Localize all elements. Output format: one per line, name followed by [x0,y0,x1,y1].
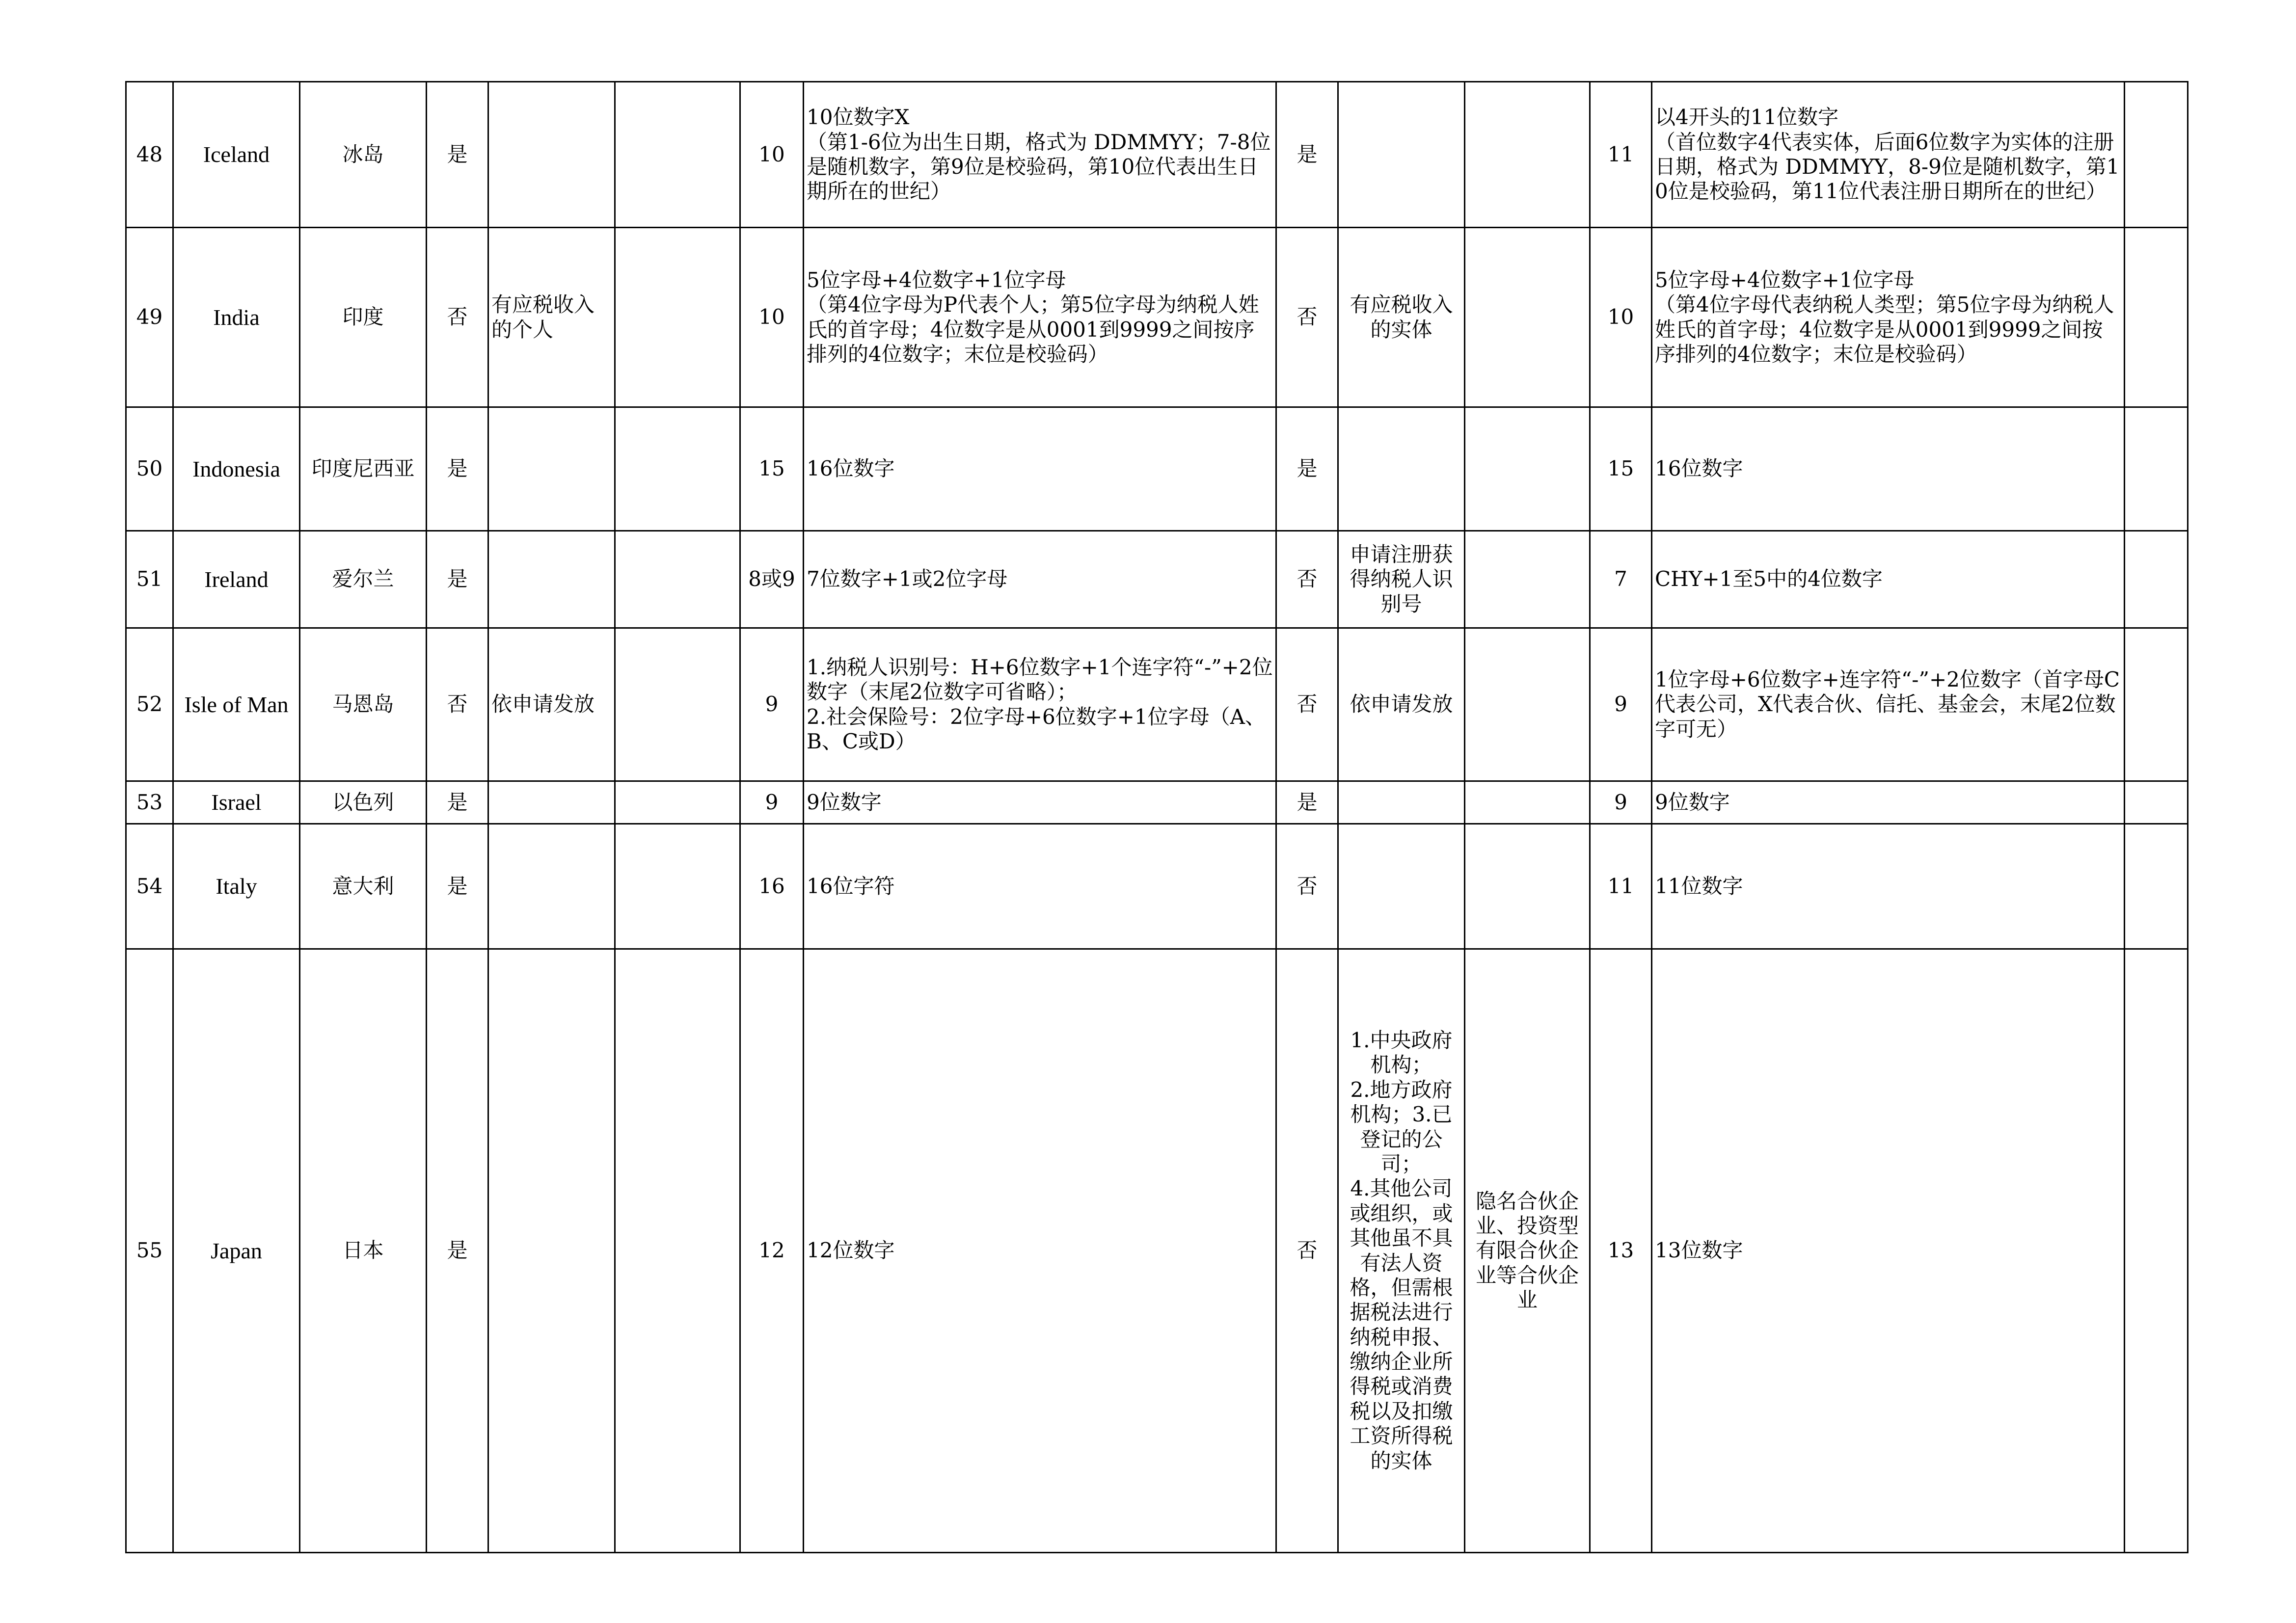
country-chinese-cell: 马恩岛 [300,628,427,781]
row-number-cell: 54 [126,824,173,949]
entity-issue-scope-cell [1338,824,1465,949]
individual-length-cell: 15 [740,407,804,531]
individual-length-cell: 8或9 [740,531,804,628]
individual-format-cell: 1.纳税人识别号：H+6位数字+1个连字符“-”+2位数字（末尾2位数字可省略）； 2.社会保险号：2位字母+6位数字+1位字母（A、B、C或D） [804,628,1276,781]
entity-other-cell: 隐名合伙企业、投资型有限合伙企业等合伙企业 [1465,949,1590,1553]
table-body [126,82,2188,1553]
entity-format-cell: 5位字母+4位数字+1位字母 （第4位字母代表纳税人类型；第5位字母为纳税人姓氏的首字母；4位数字是从0001到9999之间按序排列的4位数字；末位是校验码） [1652,228,2125,407]
tin-format-table [125,81,2188,1553]
entity-length-cell: 13 [1590,949,1652,1553]
entity-issue-scope-cell [1338,407,1465,531]
entity-length-cell: 11 [1590,824,1652,949]
individual-issue-scope-cell: 有应税收入的个人 [488,228,615,407]
row-number-cell: 55 [126,949,173,1553]
entity-other-cell [1465,82,1590,228]
individual-extra-cell [615,824,740,949]
entity-issue-scope-cell: 有应税收入的实体 [1338,228,1465,407]
individual-extra-cell [615,781,740,824]
table-row [126,824,2188,949]
individual-extra-cell [615,531,740,628]
entity-issued-flag-cell: 是 [1276,82,1338,228]
individual-issued-flag-cell: 是 [427,82,488,228]
remarks-cell [2125,82,2188,228]
individual-length-cell: 9 [740,781,804,824]
individual-length-cell: 16 [740,824,804,949]
table-row [126,228,2188,407]
individual-format-cell: 16位字符 [804,824,1276,949]
entity-issue-scope-cell: 1.中央政府机构； 2.地方政府机构；3.已登记的公司； 4.其他公司或组织，或其他虽不具有法人资格，但需根据税法进行纳税申报、缴纳企业所得税或消费税以及扣缴工资所得税的实体 [1338,949,1465,1553]
entity-length-cell: 11 [1590,82,1652,228]
entity-format-cell: 11位数字 [1652,824,2125,949]
table-row [126,82,2188,228]
row-number-cell: 51 [126,531,173,628]
entity-other-cell [1465,407,1590,531]
entity-length-cell: 15 [1590,407,1652,531]
individual-extra-cell [615,949,740,1553]
individual-issued-flag-cell: 是 [427,407,488,531]
entity-issued-flag-cell: 否 [1276,228,1338,407]
individual-issue-scope-cell [488,949,615,1553]
row-number-cell: 49 [126,228,173,407]
entity-other-cell [1465,781,1590,824]
country-english-cell: Ireland [173,531,300,628]
entity-issued-flag-cell: 否 [1276,824,1338,949]
remarks-cell [2125,949,2188,1553]
table-row [126,628,2188,781]
remarks-cell [2125,531,2188,628]
individual-issued-flag-cell: 否 [427,628,488,781]
individual-format-cell: 16位数字 [804,407,1276,531]
country-english-cell: Israel [173,781,300,824]
individual-issued-flag-cell: 是 [427,824,488,949]
entity-other-cell [1465,824,1590,949]
country-english-cell: Iceland [173,82,300,228]
entity-issued-flag-cell: 是 [1276,781,1338,824]
entity-length-cell: 10 [1590,228,1652,407]
individual-extra-cell [615,407,740,531]
individual-issue-scope-cell [488,531,615,628]
individual-issue-scope-cell [488,824,615,949]
individual-issue-scope-cell [488,781,615,824]
entity-other-cell [1465,228,1590,407]
table-row [126,531,2188,628]
country-chinese-cell: 印度 [300,228,427,407]
entity-format-cell: 13位数字 [1652,949,2125,1553]
country-english-cell: Isle of Man [173,628,300,781]
remarks-cell [2125,781,2188,824]
entity-length-cell: 7 [1590,531,1652,628]
table-row [126,407,2188,531]
entity-other-cell [1465,628,1590,781]
row-number-cell: 53 [126,781,173,824]
row-number-cell: 48 [126,82,173,228]
entity-issue-scope-cell [1338,781,1465,824]
country-english-cell: India [173,228,300,407]
country-english-cell: Indonesia [173,407,300,531]
individual-issued-flag-cell: 是 [427,531,488,628]
individual-extra-cell [615,628,740,781]
remarks-cell [2125,407,2188,531]
individual-format-cell: 12位数字 [804,949,1276,1553]
individual-issue-scope-cell [488,82,615,228]
entity-issued-flag-cell: 否 [1276,531,1338,628]
row-number-cell: 52 [126,628,173,781]
entity-length-cell: 9 [1590,781,1652,824]
table-row [126,781,2188,824]
entity-issue-scope-cell: 申请注册获得纳税人识别号 [1338,531,1465,628]
individual-length-cell: 12 [740,949,804,1553]
individual-format-cell: 9位数字 [804,781,1276,824]
individual-issue-scope-cell: 依申请发放 [488,628,615,781]
country-chinese-cell: 日本 [300,949,427,1553]
individual-extra-cell [615,228,740,407]
entity-length-cell: 9 [1590,628,1652,781]
country-chinese-cell: 爱尔兰 [300,531,427,628]
entity-format-cell: 1位字母+6位数字+连字符“-”+2位数字（首字母C代表公司，X代表合伙、信托、基金会，末尾2位数字可无） [1652,628,2125,781]
country-chinese-cell: 印度尼西亚 [300,407,427,531]
individual-issued-flag-cell: 是 [427,949,488,1553]
entity-issued-flag-cell: 是 [1276,407,1338,531]
individual-issue-scope-cell [488,407,615,531]
individual-length-cell: 10 [740,228,804,407]
entity-format-cell: CHY+1至5中的4位数字 [1652,531,2125,628]
individual-issued-flag-cell: 是 [427,781,488,824]
entity-issued-flag-cell: 否 [1276,628,1338,781]
individual-format-cell: 10位数字X （第1-6位为出生日期，格式为 DDMMYY；7-8位是随机数字，第9位是校验码，第10位代表出生日期所在的世纪） [804,82,1276,228]
country-chinese-cell: 意大利 [300,824,427,949]
individual-format-cell: 7位数字+1或2位字母 [804,531,1276,628]
entity-format-cell: 以4开头的11位数字 （首位数字4代表实体，后面6位数字为实体的注册日期，格式为 DDMMYY，8-9位是随机数字，第10位是校验码，第11位代表注册日期所在的世纪） [1652,82,2125,228]
individual-issued-flag-cell: 否 [427,228,488,407]
remarks-cell [2125,228,2188,407]
individual-format-cell: 5位字母+4位数字+1位字母 （第4位字母为P代表个人；第5位字母为纳税人姓氏的首字母；4位数字是从0001到9999之间按序排列的4位数字；末位是校验码） [804,228,1276,407]
remarks-cell [2125,824,2188,949]
country-english-cell: Japan [173,949,300,1553]
table-row [126,949,2188,1553]
entity-format-cell: 9位数字 [1652,781,2125,824]
individual-length-cell: 9 [740,628,804,781]
entity-issued-flag-cell: 否 [1276,949,1338,1553]
entity-issue-scope-cell: 依申请发放 [1338,628,1465,781]
country-english-cell: Italy [173,824,300,949]
country-chinese-cell: 冰岛 [300,82,427,228]
entity-issue-scope-cell [1338,82,1465,228]
entity-format-cell: 16位数字 [1652,407,2125,531]
row-number-cell: 50 [126,407,173,531]
remarks-cell [2125,628,2188,781]
individual-extra-cell [615,82,740,228]
individual-length-cell: 10 [740,82,804,228]
entity-other-cell [1465,531,1590,628]
country-chinese-cell: 以色列 [300,781,427,824]
